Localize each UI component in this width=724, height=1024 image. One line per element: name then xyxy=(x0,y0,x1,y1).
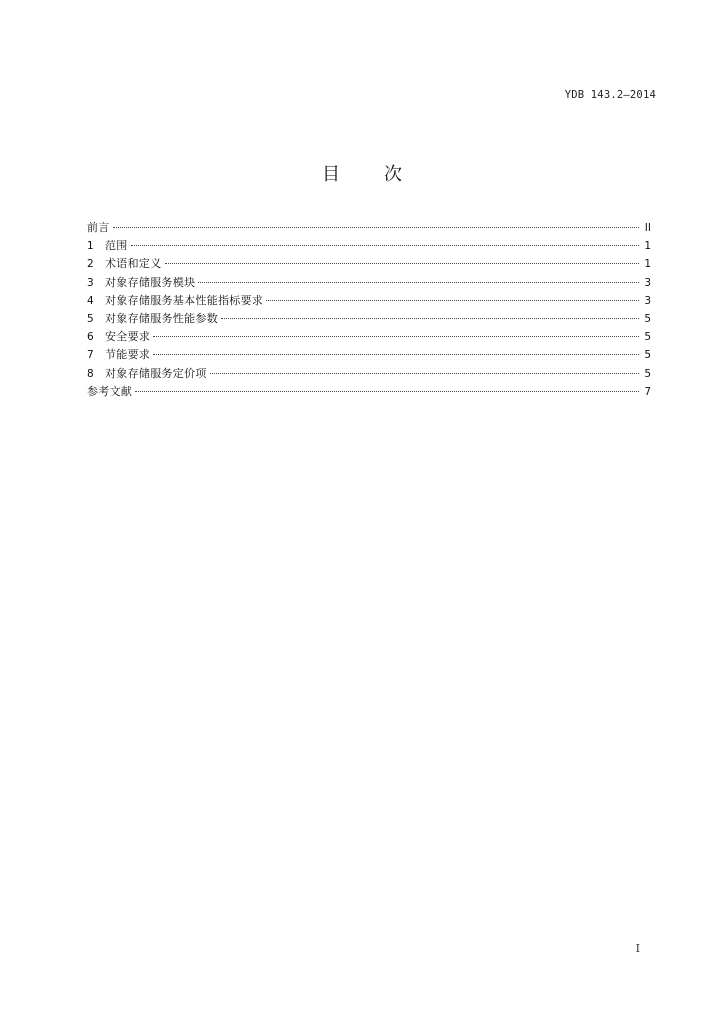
toc-entry-page: 7 xyxy=(644,385,651,398)
toc-entry-label: 范围 xyxy=(105,239,128,253)
toc-entry-page: 5 xyxy=(644,331,651,344)
toc-entry-label: 节能要求 xyxy=(105,348,151,362)
table-of-contents xyxy=(87,219,651,401)
toc-entry-energy-requirements[interactable] xyxy=(87,346,651,364)
toc-entry-number: 1 xyxy=(87,240,94,253)
toc-entry-service-modules[interactable] xyxy=(87,274,651,292)
dot-leader xyxy=(221,318,639,319)
toc-entry-security-requirements[interactable] xyxy=(87,328,651,346)
toc-entry-number: 5 xyxy=(87,312,94,325)
toc-entry-page: 5 xyxy=(644,312,651,325)
dot-leader xyxy=(113,227,639,228)
toc-entry-label: 对象存储服务基本性能指标要求 xyxy=(105,293,264,307)
toc-entry-label: 对象存储服务性能参数 xyxy=(105,311,218,325)
document-id: YDB 143.2—2014 xyxy=(564,89,656,101)
toc-entry-scope[interactable] xyxy=(87,237,651,255)
toc-entry-number: 4 xyxy=(87,294,94,307)
toc-entry-label: 对象存储服务模块 xyxy=(105,275,196,289)
toc-entry-terms-definitions[interactable] xyxy=(87,255,651,273)
dot-leader xyxy=(198,282,639,283)
toc-entry-number: 8 xyxy=(87,367,94,380)
toc-entry-page: 3 xyxy=(644,276,651,289)
page-title: 目次 xyxy=(322,164,446,185)
dot-leader xyxy=(135,391,639,392)
toc-entry-number: 3 xyxy=(87,276,94,289)
toc-entry-label: 前言 xyxy=(87,221,110,234)
dot-leader xyxy=(153,336,639,337)
page-number: I xyxy=(635,942,640,955)
toc-entry-page: 5 xyxy=(644,349,651,362)
toc-entry-foreword[interactable] xyxy=(87,219,651,237)
toc-entry-number: 2 xyxy=(87,258,94,271)
toc-entry-label: 安全要求 xyxy=(105,330,151,344)
dot-leader xyxy=(131,245,639,246)
toc-entry-label: 术语和定义 xyxy=(105,257,162,271)
toc-entry-number: 7 xyxy=(87,349,94,362)
toc-entry-performance-parameters[interactable] xyxy=(87,310,651,328)
dot-leader xyxy=(210,373,639,374)
toc-entry-page: 1 xyxy=(644,258,651,271)
toc-entry-label: 参考文献 xyxy=(87,384,133,398)
toc-entry-label: 对象存储服务定价项 xyxy=(105,366,207,380)
dot-leader xyxy=(165,263,640,264)
toc-entry-pricing-items[interactable] xyxy=(87,365,651,383)
dot-leader xyxy=(153,354,639,355)
toc-entry-page: II xyxy=(644,222,651,234)
toc-entry-page: 5 xyxy=(644,367,651,380)
toc-entry-number: 6 xyxy=(87,331,94,344)
dot-leader xyxy=(266,300,639,301)
toc-entry-performance-requirements[interactable] xyxy=(87,292,651,310)
toc-entry-page: 1 xyxy=(644,240,651,253)
toc-entry-page: 3 xyxy=(644,294,651,307)
toc-entry-references[interactable] xyxy=(87,383,651,401)
